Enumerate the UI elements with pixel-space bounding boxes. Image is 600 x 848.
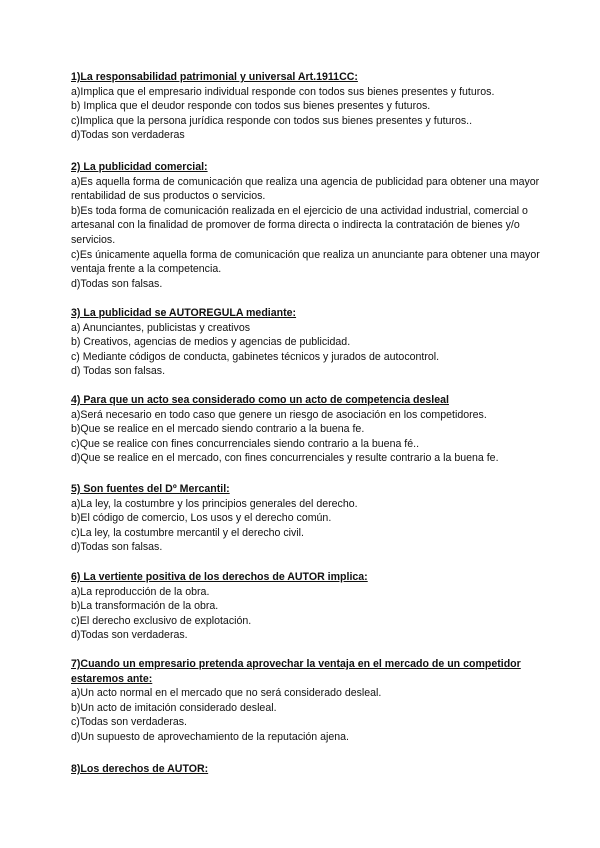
question-4-option-a: a)Será necesario en todo caso que genere un riesgo de asociación en los competidores. bbox=[71, 408, 487, 421]
question-7-option-a: a)Un acto normal en el mercado que no será considerado desleal. bbox=[71, 687, 382, 700]
question-7-option-b: b)Un acto de imitación considerado desleal. bbox=[71, 701, 277, 714]
question-4-option-d: d)Que se realice en el mercado, con fines concurrenciales y resulte contrario a la buena fe. bbox=[71, 452, 499, 465]
question-8-title: 8)Los derechos de AUTOR: bbox=[71, 763, 209, 775]
question-5-title: 5) Son fuentes del Dº Mercantil: bbox=[71, 483, 230, 495]
question-1 bbox=[71, 70, 541, 143]
question-1-option-a: a)Implica que el empresario individual responde con todos sus bienes presentes y futuros. bbox=[71, 85, 495, 98]
question-5-option-c: c)La ley, la costumbre mercantil y el derecho civil. bbox=[71, 526, 304, 539]
question-3-option-a: a) Anunciantes, publicistas y creativos bbox=[71, 321, 251, 334]
question-3-title: 3) La publicidad se AUTOREGULA mediante: bbox=[71, 307, 297, 319]
question-7-title: 7)Cuando un empresario pretenda aprovechar la ventaja en el mercado de un competidor estaremos ante: bbox=[71, 658, 521, 685]
question-4 bbox=[71, 393, 541, 466]
question-7-option-c: c)Todas son verdaderas. bbox=[71, 716, 188, 729]
question-3-option-c: c) Mediante códigos de conducta, gabinetes técnicos y jurados de autocontrol. bbox=[71, 350, 440, 363]
question-2-title: 2) La publicidad comercial: bbox=[71, 161, 208, 173]
question-2 bbox=[71, 160, 541, 291]
question-2-option-b: b)Es toda forma de comunicación realizada en el ejercicio de una actividad industrial, comercial o artesanal con la finalidad de promover de forma directa o indirecta la contratación de bienes y/o servicios. bbox=[71, 204, 528, 246]
question-3-option-d: d) Todas son falsas. bbox=[71, 365, 166, 378]
question-6 bbox=[71, 570, 541, 643]
question-6-option-d: d)Todas son verdaderas. bbox=[71, 629, 188, 642]
question-1-option-b: b) Implica que el deudor responde con todos sus bienes presentes y futuros. bbox=[71, 100, 431, 113]
question-4-option-b: b)Que se realice en el mercado siendo contrario a la buena fe. bbox=[71, 423, 365, 436]
question-8 bbox=[71, 762, 541, 777]
question-4-title: 4) Para que un acto sea considerado como un acto de competencia desleal bbox=[71, 394, 449, 406]
question-6-option-c: c)El derecho exclusivo de explotación. bbox=[71, 614, 252, 627]
question-7 bbox=[71, 657, 541, 745]
question-1-title: 1)La responsabilidad patrimonial y universal Art.1911CC: bbox=[71, 71, 358, 83]
question-2-option-a: a)Es aquella forma de comunicación que realiza una agencia de publicidad para obtener una mayor rentabilidad de sus productos o servicios. bbox=[71, 175, 540, 203]
question-5-option-a: a)La ley, la costumbre y los principios generales del derecho. bbox=[71, 497, 358, 510]
question-3 bbox=[71, 306, 541, 379]
question-1-option-d: d)Todas son verdaderas bbox=[71, 129, 185, 142]
question-6-title: 6) La vertiente positiva de los derechos de AUTOR implica: bbox=[71, 571, 368, 583]
question-6-option-a: a)La reproducción de la obra. bbox=[71, 585, 210, 598]
question-1-option-c: c)Implica que la persona jurídica responde con todos sus bienes presentes y futuros.. bbox=[71, 114, 473, 127]
question-7-option-d: d)Un supuesto de aprovechamiento de la reputación ajena. bbox=[71, 730, 349, 743]
question-6-option-b: b)La transformación de la obra. bbox=[71, 600, 219, 613]
question-4-option-c: c)Que se realice con fines concurrenciales siendo contrario a la buena fé.. bbox=[71, 437, 420, 450]
question-5-option-d: d)Todas son falsas. bbox=[71, 541, 163, 554]
question-2-option-c: c)Es únicamente aquella forma de comunicación que realiza un anunciante para obtener una mayor ventaja frente a la competencia. bbox=[71, 248, 540, 276]
question-5-option-b: b)El código de comercio, Los usos y el derecho común. bbox=[71, 512, 332, 525]
question-2-option-d: d)Todas son falsas. bbox=[71, 277, 163, 290]
question-5 bbox=[71, 482, 541, 555]
question-3-option-b: b) Creativos, agencias de medios y agencias de publicidad. bbox=[71, 336, 351, 349]
